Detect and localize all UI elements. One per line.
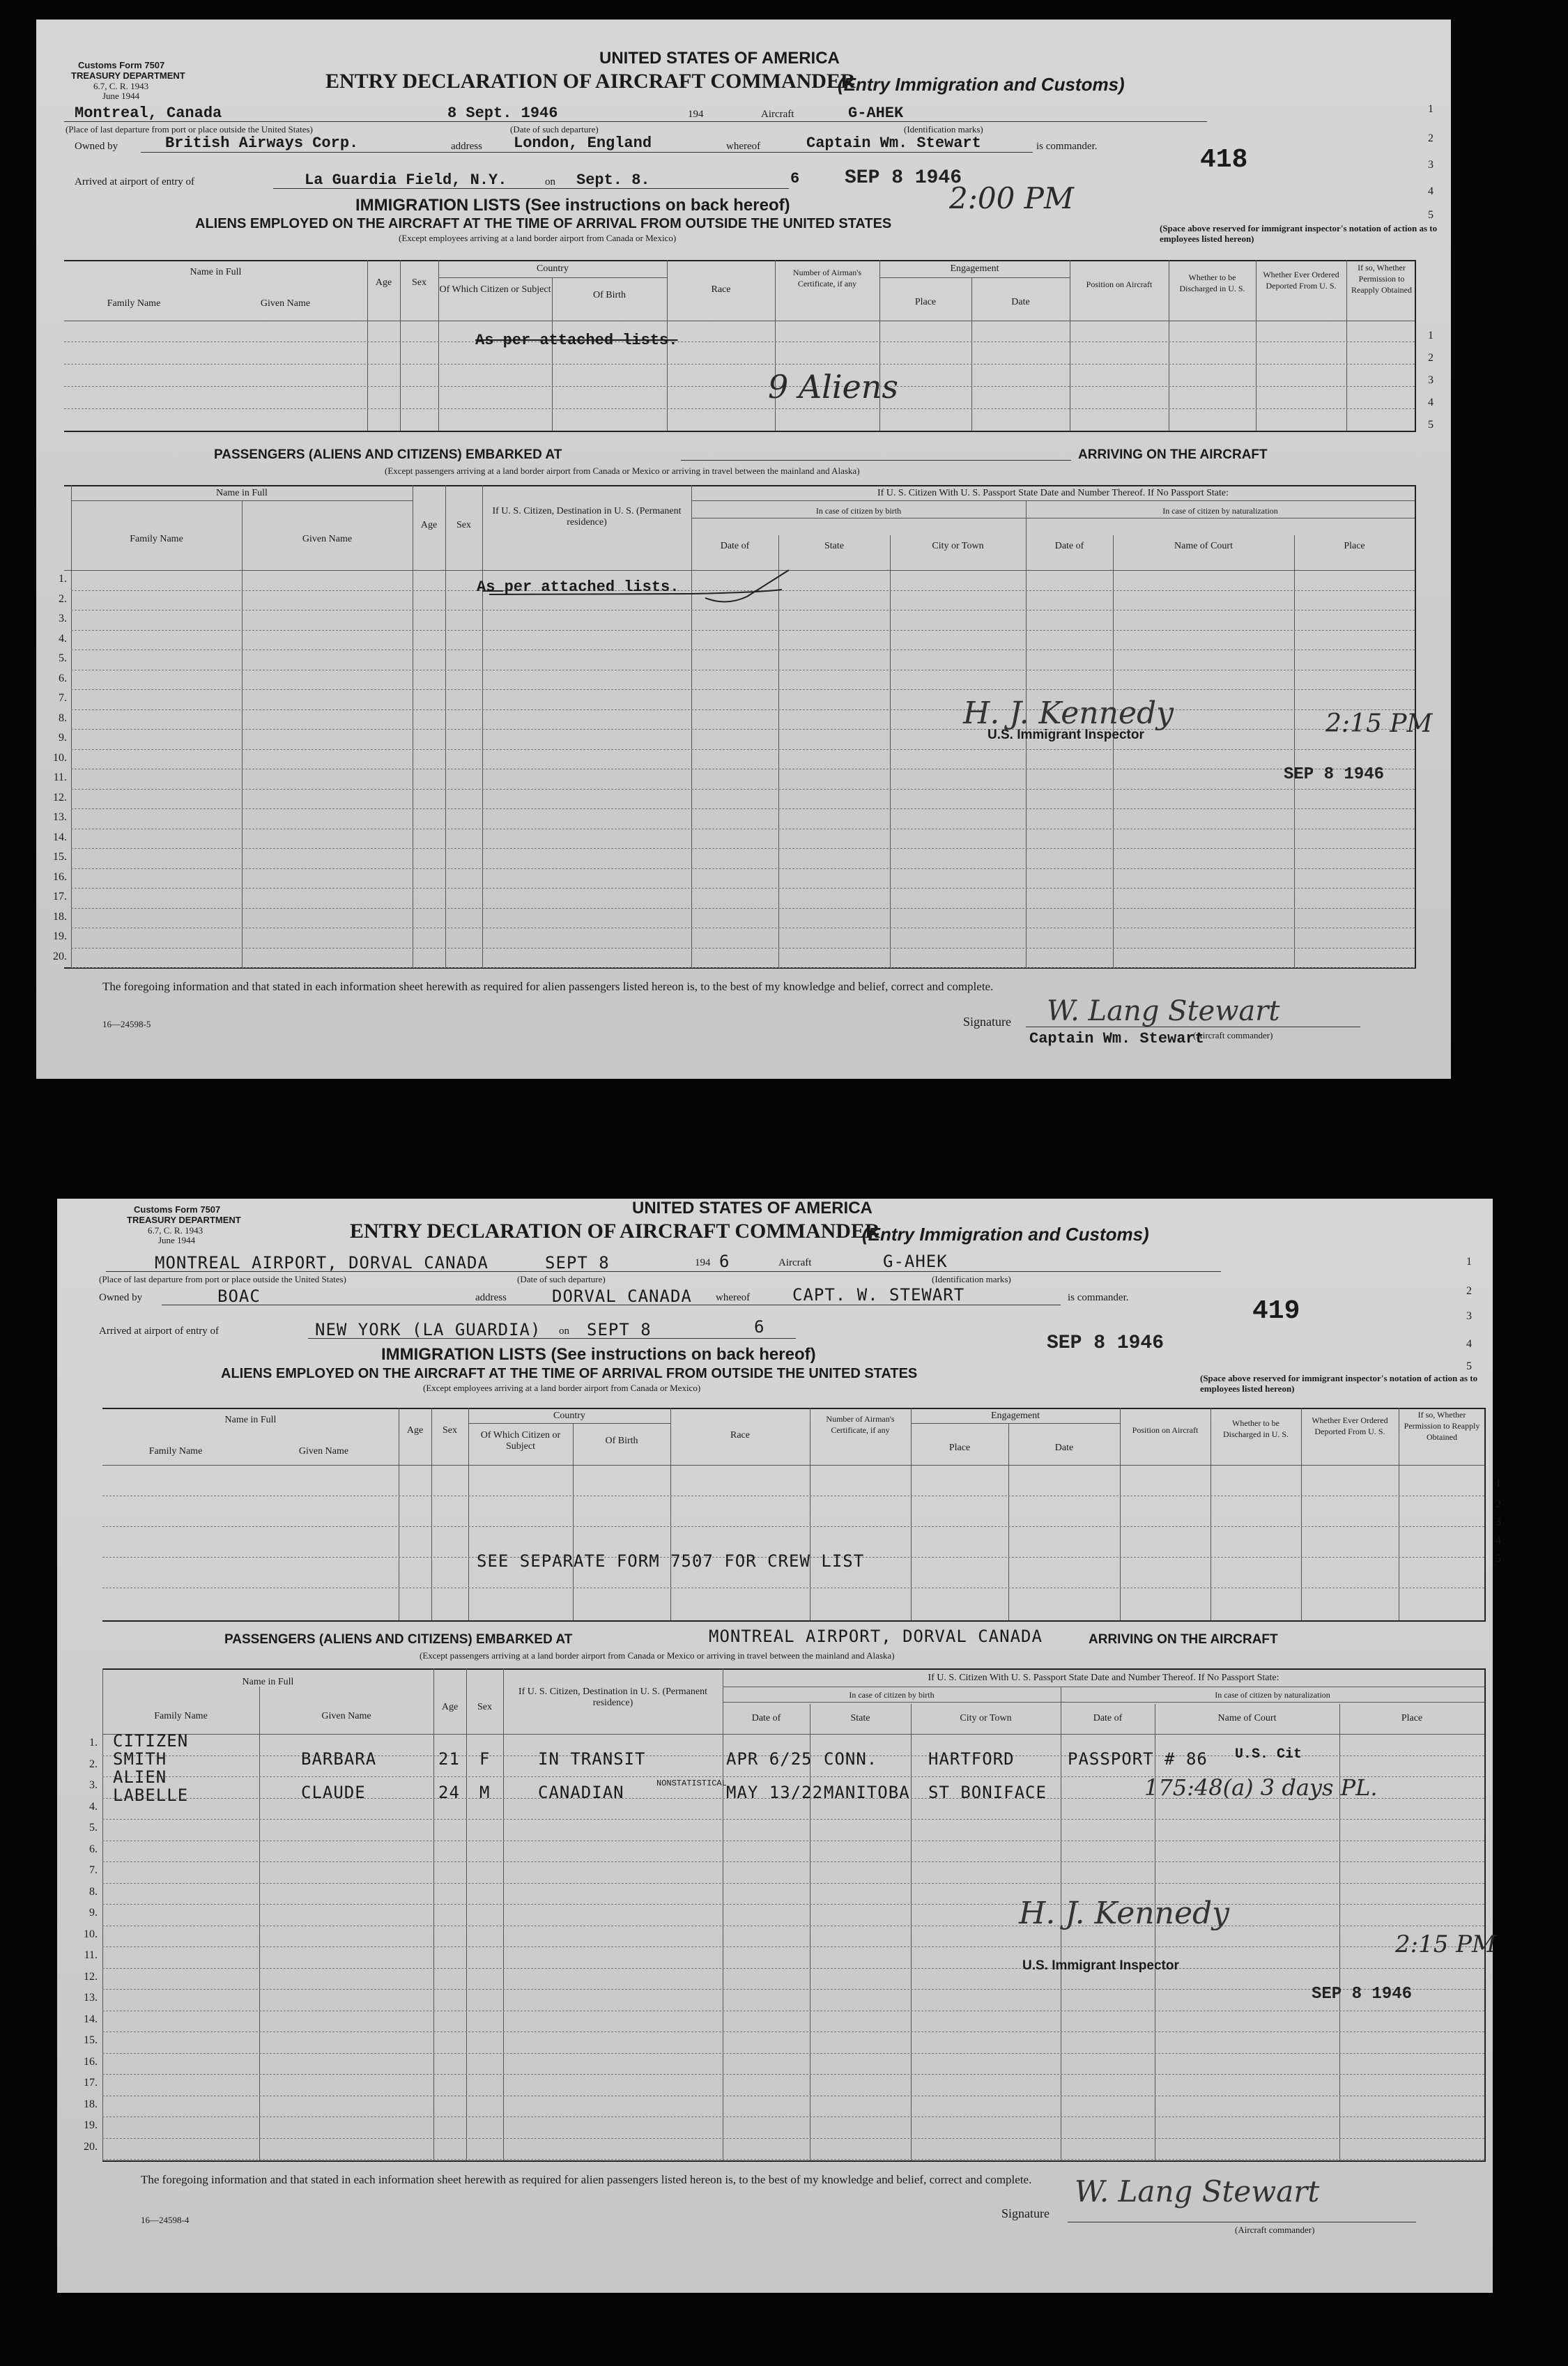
pass-col-by-birth: In case of citizen by birth: [849, 1690, 935, 1700]
crew-col-country: Country: [553, 1411, 585, 1421]
sheet-number: 418: [1200, 145, 1248, 175]
row-number: 19.: [53, 930, 67, 942]
form-code: 16—24598-4: [141, 2215, 190, 2225]
row-number: 4.: [89, 1800, 98, 1813]
pass-col-destination: If U. S. Citizen, Destination in U. S. (Permanent residence): [518, 1687, 708, 1708]
crew-handwritten-count: 9 Aliens: [768, 368, 898, 406]
pass-col-given: Given Name: [302, 534, 353, 544]
row-number: 16.: [84, 2055, 98, 2068]
crew-entry: SEE SEPARATE FORM 7507 FOR CREW LIST: [477, 1551, 865, 1571]
inspector-stamp: SEP 8 1946: [1284, 765, 1385, 784]
year-label: 194: [695, 1257, 711, 1268]
crew-col-race: Race: [730, 1430, 750, 1441]
row-rule: [102, 1946, 1484, 1947]
pass-heading: PASSENGERS (ALIENS AND CITIZENS) EMBARKED AT: [224, 1632, 573, 1647]
on-label: on: [559, 1326, 569, 1337]
commander-name: Captain Wm. Stewart: [806, 135, 981, 152]
is-commander-label: is commander.: [1068, 1292, 1129, 1303]
date-caption: (Date of such departure): [510, 124, 599, 135]
arrival-date: SEPT 8: [587, 1320, 652, 1339]
arrived-label: Arrived at airport of entry of: [99, 1326, 220, 1337]
crew-col-permission: If so, Whether Permission to Reapply Obtained: [1351, 263, 1412, 295]
crew-row-5: 5: [1428, 419, 1434, 431]
crew-col-place: Place: [948, 1443, 971, 1453]
pass-col-sex: Sex: [477, 1702, 492, 1712]
row-rule: [71, 689, 1415, 690]
departure-place: Montreal, Canada: [75, 105, 222, 122]
pass-col-state: State: [850, 1713, 870, 1723]
place-caption: (Place of last departure from port or place outside the United States): [66, 124, 313, 135]
form-id: Customs Form 7507: [134, 1204, 221, 1215]
row-rule: [102, 1883, 1484, 1884]
pass-col-name-in-full: Name in Full: [242, 1677, 294, 1687]
commander-name: CAPT. W. STEWART: [792, 1285, 965, 1305]
passenger-2-dest-note: NONSTATISTICAL: [656, 1779, 727, 1788]
row-number: 1.: [89, 1737, 98, 1749]
crew-col-family: Family Name: [148, 1446, 203, 1457]
crew-col-citizen-of: Of Which Citizen or Subject: [480, 1430, 561, 1452]
row-rule: [71, 789, 1415, 790]
date-caption: (Date of such departure): [517, 1274, 606, 1284]
row-rule: [102, 1989, 1484, 1990]
departure-date: SEPT 8: [545, 1253, 610, 1273]
passenger-1-category: CITIZEN: [113, 1731, 189, 1751]
pass-col-sex: Sex: [456, 520, 471, 530]
row-number: 4.: [59, 632, 67, 645]
passenger-2-dest: CANADIAN: [538, 1783, 624, 1802]
side-num-3: 3: [1466, 1310, 1472, 1322]
passenger-1-state: CONN.: [824, 1749, 878, 1769]
inspector-label: U.S. Immigrant Inspector: [1022, 1958, 1179, 1973]
pass-col-place: Place: [1401, 1713, 1423, 1723]
inspector-label: U.S. Immigrant Inspector: [987, 728, 1144, 742]
crew-row-3: 3: [1428, 374, 1434, 386]
passenger-1-age: 21: [438, 1749, 460, 1769]
crew-col-date: Date: [1054, 1443, 1074, 1453]
year-digit: 6: [719, 1252, 730, 1271]
passenger-1-birth-date: APR 6/25: [726, 1749, 813, 1769]
crew-col-citizen-of: Of Which Citizen or Subject: [439, 284, 551, 295]
row-rule: [102, 2074, 1484, 2075]
row-number: 6.: [89, 1843, 98, 1855]
reserved-note: (Space above reserved for immigrant inspector's notation of action as to employees listed hereon): [1160, 223, 1438, 244]
passenger-2-state: MANITOBA: [824, 1783, 910, 1802]
inspector-signature: H. J. Kennedy: [963, 696, 1174, 731]
owned-by-label: Owned by: [75, 141, 118, 152]
row-number: 6.: [59, 672, 67, 684]
year-label: 194: [688, 109, 704, 120]
aircraft-id: G-AHEK: [883, 1252, 948, 1271]
crew-col-engagement: Engagement: [991, 1411, 1040, 1421]
side-num-1: 1: [1466, 1256, 1472, 1268]
immigration-lists-heading: IMMIGRATION LISTS (See instructions on back hereof): [381, 1345, 816, 1364]
row-rule: [102, 2053, 1484, 2054]
owner-name: BOAC: [217, 1286, 261, 1306]
departure-date: 8 Sept. 1946: [447, 105, 558, 122]
whereof-label: whereof: [726, 141, 761, 152]
row-number: 13.: [84, 1992, 98, 2004]
pass-col-by-nat: In case of citizen by naturalization: [1215, 1690, 1330, 1700]
pass-col-age: Age: [441, 1702, 459, 1712]
crew-col-family: Family Name: [107, 298, 161, 309]
dept-label: TREASURY DEPARTMENT: [71, 70, 185, 81]
pass-col-court: Name of Court: [1217, 1713, 1277, 1723]
on-label: on: [545, 176, 555, 187]
inspector-time: 2:15 PM: [1325, 709, 1433, 738]
crew-col-date: Date: [1011, 297, 1030, 307]
row-number: 15.: [53, 851, 67, 863]
crew-row-4: 4: [1428, 397, 1434, 408]
aliens-except: (Except employees arriving at a land border airport from Canada or Mexico): [423, 1383, 701, 1393]
crew-row-2: 2: [1428, 352, 1434, 364]
passenger-1-city: HARTFORD: [928, 1749, 1015, 1769]
crew-col-airman-cert: Number of Airman's Certificate, if any: [826, 1414, 895, 1435]
crew-col-deported: Whether Ever Ordered Deported From U. S.: [1263, 270, 1339, 291]
date-stamp: SEP 8 1946: [845, 167, 962, 189]
crew-col-age: Age: [375, 277, 392, 288]
cr-label: 6.7, C. R. 1943: [148, 1225, 203, 1236]
ident-caption: (Identification marks): [932, 1274, 1011, 1284]
passenger-1-court: U.S. Cit: [1235, 1746, 1302, 1762]
row-number: 10.: [53, 751, 67, 764]
footer-statement: The foregoing information and that stated in each information sheet herewith as required for alien passengers listed hereon is, to the best of my knowledge and belief, correct and complete.: [141, 2173, 1032, 2186]
row-number: 20.: [53, 950, 67, 962]
row-number: 14.: [84, 2013, 98, 2025]
crew-col-permission: If so, Whether Permission to Reapply Obtained: [1404, 1410, 1480, 1442]
side-num-5: 5: [1428, 209, 1434, 221]
signer-caption: (Aircraft commander): [1235, 2225, 1315, 2235]
crew-col-position: Position on Aircraft: [1132, 1425, 1199, 1435]
entry-declaration-form-418: [36, 20, 1451, 1079]
row-rule: [102, 1861, 1484, 1862]
form-title-paren: (Entry Immigration and Customs): [838, 74, 1125, 95]
aircraft-id: G-AHEK: [848, 105, 904, 122]
owner-address: DORVAL CANADA: [552, 1286, 692, 1306]
side-num-2: 2: [1428, 132, 1434, 144]
crew-col-birth: Of Birth: [592, 290, 627, 300]
row-number: 14.: [53, 831, 67, 843]
row-number: 5.: [89, 1822, 98, 1834]
aircraft-label: Aircraft: [778, 1257, 812, 1268]
row-number: 18.: [84, 2098, 98, 2110]
dept-label: TREASURY DEPARTMENT: [127, 1215, 241, 1225]
crew-row-1: 1: [1428, 330, 1434, 341]
row-number: 13.: [53, 811, 67, 823]
passenger-1-sex: F: [479, 1749, 491, 1769]
row-rule: [102, 1968, 1484, 1969]
inspector-signature: H. J. Kennedy: [1019, 1896, 1230, 1931]
pass-col-nat-date: Date of: [1093, 1713, 1123, 1723]
pass-col-city: City or Town: [932, 541, 984, 551]
side-num-4: 4: [1466, 1338, 1472, 1350]
row-rule: [102, 1819, 1484, 1820]
date-stamp: SEP 8 1946: [1047, 1332, 1165, 1354]
crew-col-engagement: Engagement: [950, 263, 999, 274]
crew-col-sex: Sex: [412, 277, 426, 288]
departure-place: MONTREAL AIRPORT, DORVAL CANADA: [155, 1253, 489, 1273]
crew-row-4: 4: [1496, 1535, 1501, 1546]
row-number: 20.: [84, 2140, 98, 2153]
arrival-year: 6: [754, 1317, 765, 1337]
rev-date: June 1944: [158, 1235, 196, 1245]
pass-col-given: Given Name: [321, 1711, 371, 1721]
entry-declaration-form-419: [57, 1199, 1501, 2293]
row-rule: [71, 888, 1415, 889]
passenger-2-city: ST BONIFACE: [928, 1783, 1047, 1802]
row-number: 1.: [59, 573, 67, 585]
row-number: 2.: [59, 592, 67, 605]
passenger-2-birth-date: MAY 13/22: [726, 1783, 824, 1802]
row-rule: [71, 967, 1415, 968]
crew-row-1: 1: [1496, 1477, 1501, 1489]
pass-col-us-passport: If U. S. Citizen With U. S. Passport State Date and Number Thereof. If No Passport State:: [877, 488, 1229, 498]
row-rule: [102, 2138, 1484, 2139]
arrived-label: Arrived at airport of entry of: [75, 176, 195, 187]
row-number: 12.: [53, 791, 67, 804]
row-rule: [71, 808, 1415, 809]
crew-col-country: Country: [537, 263, 569, 274]
crew-col-name-in-full: Name in Full: [190, 267, 242, 277]
row-number: 8.: [89, 1885, 98, 1898]
crew-col-birth: Of Birth: [605, 1436, 638, 1446]
crew-row-2: 2: [1496, 1498, 1501, 1510]
passenger-1-family: SMITH: [113, 1749, 167, 1769]
pass-col-name-in-full: Name in Full: [216, 488, 268, 498]
pass-arriving: ARRIVING ON THE AIRCRAFT: [1078, 447, 1268, 462]
aliens-heading: ALIENS EMPLOYED ON THE AIRCRAFT AT THE TIME OF ARRIVAL FROM OUTSIDE THE UNITED STATES: [195, 216, 892, 231]
rev-date: June 1944: [102, 91, 140, 101]
form-title: ENTRY DECLARATION OF AIRCRAFT COMMANDER: [325, 70, 856, 93]
signer-caption: (Aircraft commander): [1193, 1030, 1273, 1040]
row-rule: [102, 1904, 1484, 1905]
row-number: 16.: [53, 870, 67, 883]
crew-col-discharged: Whether to be Discharged in U. S.: [1179, 272, 1245, 293]
aliens-heading: ALIENS EMPLOYED ON THE AIRCRAFT AT THE TIME OF ARRIVAL FROM OUTSIDE THE UNITED STATES: [221, 1366, 918, 1381]
pass-col-by-nat: In case of citizen by naturalization: [1162, 506, 1278, 516]
pass-col-us-passport: If U. S. Citizen With U. S. Passport State Date and Number Thereof. If No Passport State:: [928, 1673, 1279, 1683]
row-rule: [71, 729, 1415, 730]
crew-col-given: Given Name: [260, 298, 311, 309]
passenger-2-given: CLAUDE: [301, 1783, 366, 1802]
pass-col-nat-date: Date of: [1054, 541, 1084, 551]
row-number: 19.: [84, 2119, 98, 2131]
pass-col-state: State: [824, 541, 844, 551]
arrival-date: Sept. 8.: [576, 171, 650, 189]
row-number: 7.: [89, 1864, 98, 1876]
signature-label: Signature: [1001, 2206, 1050, 2220]
row-number: 11.: [84, 1949, 98, 1961]
passenger-2-court: 175:48(a) 3 days PL.: [1144, 1774, 1378, 1801]
pass-col-city: City or Town: [960, 1713, 1012, 1723]
pass-col-by-birth: In case of citizen by birth: [815, 506, 902, 516]
pass-col-date-of: Date of: [751, 1713, 781, 1723]
row-number: 2.: [89, 1758, 98, 1770]
aliens-except: (Except employees arriving at a land border airport from Canada or Mexico): [399, 233, 677, 243]
pass-col-destination: If U. S. Citizen, Destination in U. S. (Permanent residence): [492, 506, 682, 528]
inspector-stamp: SEP 8 1946: [1312, 1985, 1413, 2004]
row-rule: [102, 2031, 1484, 2032]
row-number: 11.: [53, 771, 67, 783]
pass-strike-mark: [482, 563, 803, 619]
pass-col-court: Name of Court: [1174, 541, 1233, 551]
signer-name: Captain Wm. Stewart: [1029, 1030, 1204, 1047]
form-title: ENTRY DECLARATION OF AIRCRAFT COMMANDER: [350, 1220, 880, 1243]
form-code: 16—24598-5: [102, 1019, 151, 1029]
passenger-1-given: BARBARA: [301, 1749, 377, 1769]
pass-arriving: ARRIVING ON THE AIRCRAFT: [1089, 1632, 1278, 1647]
crew-col-race: Race: [711, 284, 731, 295]
side-num-1: 1: [1428, 103, 1434, 115]
passenger-2-sex: M: [479, 1783, 491, 1802]
handwritten-time: 2:00 PM: [949, 181, 1074, 215]
crew-row-5: 5: [1496, 1553, 1501, 1565]
crew-col-deported: Whether Ever Ordered Deported From U. S.: [1312, 1415, 1388, 1436]
pass-col-date-of: Date of: [720, 541, 750, 551]
row-number: 17.: [84, 2077, 98, 2089]
whereof-label: whereof: [716, 1292, 751, 1303]
immigration-lists-heading: IMMIGRATION LISTS (See instructions on back hereof): [355, 196, 790, 215]
is-commander-label: is commander.: [1036, 141, 1098, 152]
row-number: 10.: [84, 1928, 98, 1940]
address-label: address: [475, 1292, 507, 1303]
row-rule: [71, 709, 1415, 710]
crew-col-position: Position on Aircraft: [1086, 279, 1153, 289]
form-id: Customs Form 7507: [78, 60, 165, 70]
place-caption: (Place of last departure from port or place outside the United States): [99, 1274, 346, 1284]
row-number: 5.: [59, 652, 67, 664]
crew-col-sex: Sex: [443, 1425, 457, 1436]
address-label: address: [451, 141, 482, 152]
sheet-number: 419: [1252, 1296, 1300, 1326]
crew-col-name-in-full: Name in Full: [224, 1415, 277, 1425]
side-num-5: 5: [1466, 1360, 1472, 1372]
commander-signature: W. Lang Stewart: [1075, 2174, 1320, 2208]
crew-entry: As per attached lists.: [475, 332, 678, 349]
cr-label: 6.7, C. R. 1943: [93, 81, 149, 91]
passenger-2-family: LABELLE: [113, 1785, 189, 1805]
pass-col-family: Family Name: [154, 1711, 208, 1721]
row-number: 7.: [59, 692, 67, 704]
owner-address: London, England: [514, 135, 652, 152]
pass-heading: PASSENGERS (ALIENS AND CITIZENS) EMBARKED AT: [214, 447, 562, 462]
row-rule: [102, 2159, 1484, 2160]
row-rule: [71, 848, 1415, 849]
row-number: 12.: [84, 1970, 98, 1983]
side-num-2: 2: [1466, 1285, 1472, 1297]
crew-col-place: Place: [914, 297, 937, 307]
ident-caption: (Identification marks): [904, 124, 983, 135]
row-number: 8.: [59, 712, 67, 724]
passenger-2-category: ALIEN: [113, 1767, 167, 1787]
arrival-year: 6: [790, 170, 800, 187]
arrival-airport: NEW YORK (LA GUARDIA): [315, 1320, 541, 1339]
pass-col-age: Age: [420, 520, 438, 530]
pass-col-family: Family Name: [130, 534, 183, 544]
row-number: 15.: [84, 2034, 98, 2046]
country-title: UNITED STATES OF AMERICA: [599, 49, 840, 68]
footer-statement: The foregoing information and that stated in each information sheet herewith as required for alien passengers listed hereon is, to the best of my knowledge and belief, correct and complete.: [102, 980, 994, 993]
crew-col-discharged: Whether to be Discharged in U. S.: [1222, 1418, 1289, 1439]
signature-label: Signature: [963, 1015, 1011, 1029]
commander-signature: W. Lang Stewart: [1047, 995, 1280, 1027]
passenger-2-age: 24: [438, 1783, 460, 1802]
row-number: 3.: [59, 613, 67, 624]
pass-embarked-place: MONTREAL AIRPORT, DORVAL CANADA: [709, 1627, 1043, 1646]
row-rule: [71, 908, 1415, 909]
pass-col-place: Place: [1344, 541, 1365, 551]
row-rule: [71, 868, 1415, 869]
row-number: 3.: [89, 1779, 98, 1791]
crew-col-given: Given Name: [298, 1446, 349, 1457]
crew-col-airman-cert: Number of Airman's Certificate, if any: [792, 268, 862, 289]
row-number: 18.: [53, 910, 67, 923]
aircraft-label: Aircraft: [761, 109, 794, 120]
passenger-1-dest: IN TRANSIT: [538, 1749, 646, 1769]
pass-except: (Except passengers arriving at a land border airport from Canada or Mexico or arriving in travel between the mainland and Alaska): [385, 466, 860, 476]
row-number: 9.: [59, 732, 67, 744]
row-number: 9.: [89, 1907, 98, 1919]
crew-row-3: 3: [1496, 1516, 1501, 1528]
reserved-note: (Space above reserved for immigrant inspector's notation of action as to employees listed hereon): [1200, 1373, 1478, 1394]
side-num-3: 3: [1428, 159, 1434, 171]
pass-except: (Except passengers arriving at a land border airport from Canada or Mexico or arriving in travel between the mainland and Alaska): [420, 1650, 895, 1661]
pass-entry: As per attached lists.: [477, 578, 679, 596]
inspector-time: 2:15 PM: [1395, 1930, 1496, 1958]
row-rule: [71, 630, 1415, 631]
passenger-1-passport: PASSPORT # 86: [1068, 1749, 1208, 1769]
crew-col-age: Age: [406, 1425, 424, 1436]
arrival-airport: La Guardia Field, N.Y.: [305, 171, 507, 189]
side-num-4: 4: [1428, 185, 1434, 197]
row-number: 17.: [53, 891, 67, 902]
country-title: UNITED STATES OF AMERICA: [632, 1199, 873, 1217]
owned-by-label: Owned by: [99, 1292, 143, 1303]
form-title-paren: (Entry Immigration and Customs): [862, 1224, 1149, 1245]
owner-name: British Airways Corp.: [165, 135, 359, 152]
row-rule: [71, 749, 1415, 750]
